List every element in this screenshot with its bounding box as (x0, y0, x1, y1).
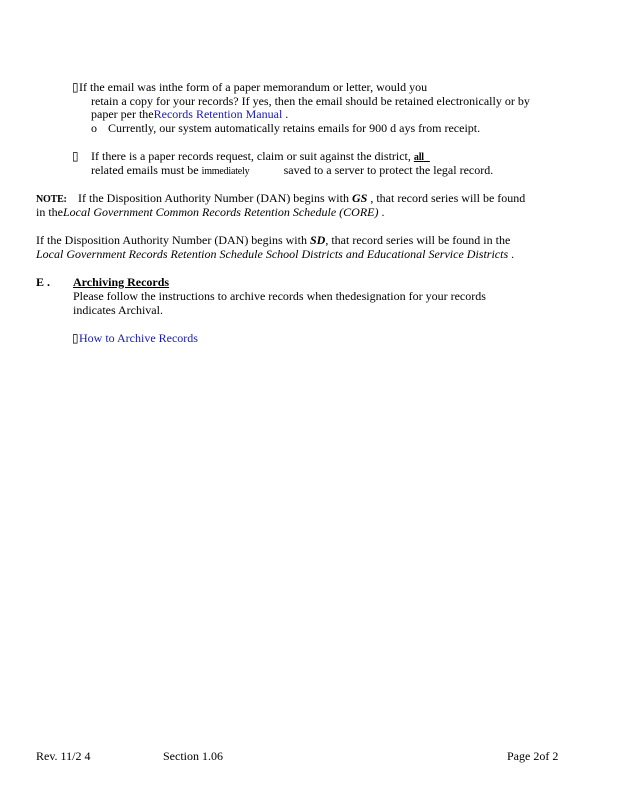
paper-request-line-1: If there is a paper records request, claim or suit against the district, (91, 149, 414, 163)
note-line-1-prefix: If the Disposition Authority Number (DAN) begins with (78, 191, 352, 205)
paper-request-line-2-prefix: related emails must be (91, 163, 202, 177)
sd-line-1-suffix: , that record series will be found in the (325, 233, 511, 247)
email-memo-bullet (72, 80, 427, 94)
email-memo-line-3-suffix: . (282, 107, 289, 121)
school-district-schedule-title: Local Government Records Retention Schedule School Districts and Educational Service Districts (36, 247, 509, 261)
email-memo-line-3-prefix: paper per the (91, 107, 154, 121)
email-retention-subitem-text: Currently, our system automatically retains emails for 900 d ays from receipt. (108, 121, 481, 135)
sd-line-2-suffix: . (508, 247, 515, 261)
note-line-1-suffix: , that record series will be found (367, 191, 526, 205)
paper-request-line-2 (91, 163, 493, 179)
bullet-icon: ▯ (72, 80, 79, 94)
how-to-archive-item[interactable] (72, 331, 198, 345)
bullet-icon: ▯ (72, 331, 79, 345)
core-schedule-title: Local Government Common Records Retention Schedule (CORE) (63, 205, 379, 219)
section-e-line-2: indicates Archival. (73, 303, 163, 317)
records-retention-manual-link[interactable]: Records Retention Manual (153, 107, 283, 121)
immediately-emphasis: immediately (201, 166, 250, 177)
email-memo-line-1: If the email was inthe form of a paper memorandum or letter, would you (79, 80, 428, 94)
bullet-icon: ▯ (72, 149, 79, 163)
all-emphasis: all (413, 152, 424, 163)
footer-page-number: Page 2of 2 (507, 749, 559, 763)
note-label: NOTE: (36, 194, 67, 205)
email-memo-line-3 (91, 107, 288, 121)
footer-section: Section 1.06 (163, 749, 223, 763)
section-e-line-1: Please follow the instructions to archive records when thedesignation for your records (73, 289, 486, 303)
sd-line-1 (36, 233, 510, 247)
note-line-2-prefix: in the (36, 205, 63, 219)
paper-request-line-2-suffix: saved to a server to protect the legal record. (283, 163, 494, 177)
how-to-archive-records-link[interactable]: How to Archive Records (79, 331, 198, 345)
sd-code: SD (309, 233, 326, 247)
sd-line-1-prefix: If the Disposition Authority Number (DAN) begins with (36, 233, 310, 247)
gs-code: GS (351, 191, 368, 205)
note-line-2 (36, 205, 384, 219)
email-retention-subitem (91, 121, 480, 135)
section-e-heading: Archiving Records (73, 275, 170, 289)
sd-line-2 (36, 247, 514, 261)
footer-revision: Rev. 11/2 4 (36, 749, 91, 763)
sub-bullet-icon: o (91, 121, 97, 135)
note-line-2-suffix: . (378, 205, 385, 219)
section-e-letter: E . (36, 275, 51, 289)
email-memo-line-2: retain a copy for your records? If yes, then the email should be retained electronically or by (91, 94, 530, 108)
